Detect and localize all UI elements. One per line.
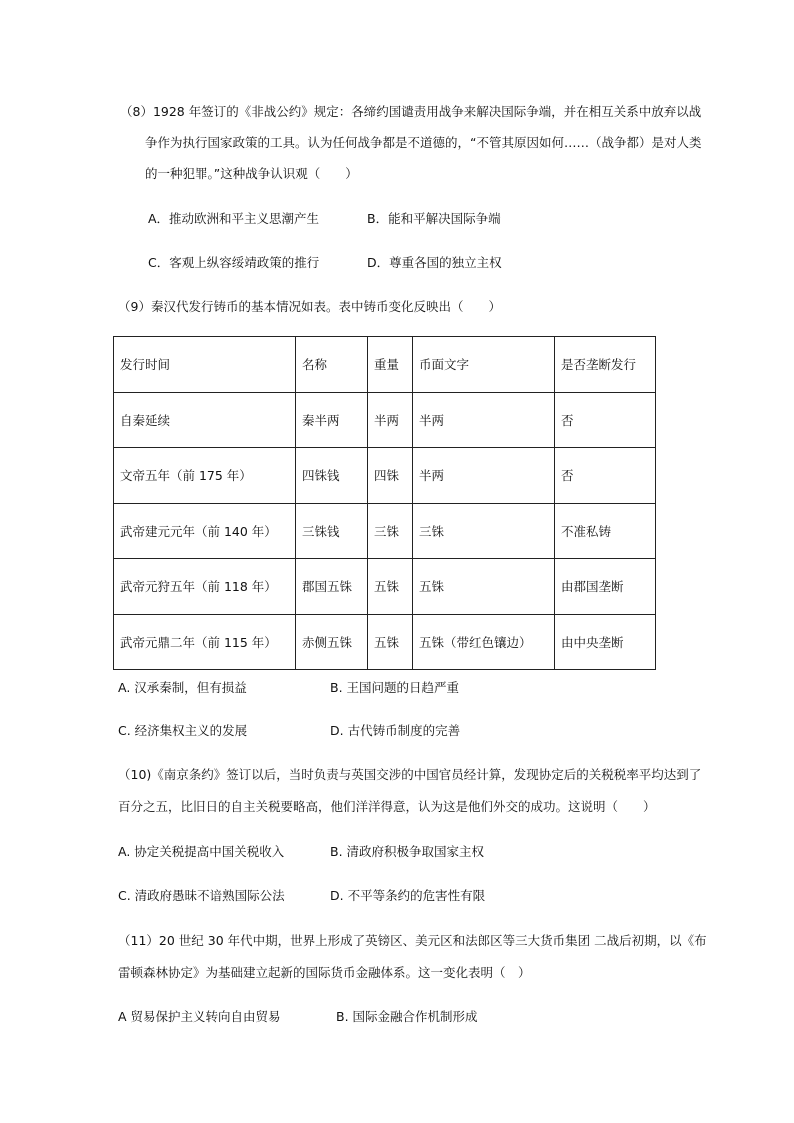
table-header-cell: 重量	[368, 337, 413, 393]
table-row	[114, 448, 656, 504]
table-cell: 五铢	[368, 614, 413, 670]
q9-option-b: B. 王国问题的日趋严重	[330, 680, 460, 695]
table-cell: 五铢（带红色镶边）	[413, 614, 555, 670]
q10-option-b: B. 清政府积极争取国家主权	[330, 844, 485, 859]
table-row	[114, 503, 656, 559]
q10-option-d: D. 不平等条约的危害性有限	[330, 888, 486, 903]
table-cell: 三铢	[413, 503, 555, 559]
table-row	[114, 392, 656, 448]
table-cell: 三铢钱	[296, 503, 368, 559]
q8-option-b: B．能和平解决国际争端	[367, 211, 501, 226]
table-cell: 半两	[368, 392, 413, 448]
table-cell: 赤侧五铢	[296, 614, 368, 670]
table-row	[114, 614, 656, 670]
q11-option-b: B. 国际金融合作机制形成	[336, 1009, 478, 1024]
q8-option-a: A．推动欧洲和平主义思潮产生	[148, 211, 320, 226]
table-header-cell: 发行时间	[114, 337, 296, 393]
table-header-cell: 是否垄断发行	[555, 337, 656, 393]
q11-stem-line-2: 雷顿森林协定》为基础建立起新的国际货币金融体系。这一变化表明（ ）	[118, 965, 531, 980]
table-cell: 半两	[413, 392, 555, 448]
table-cell: 五铢	[368, 559, 413, 615]
q8-stem-line-3: 的一种犯罪。”这种战争认识观（ ）	[145, 166, 358, 181]
q9-option-d: D. 古代铸币制度的完善	[330, 723, 461, 738]
table-cell: 三铢	[368, 503, 413, 559]
table-row	[114, 559, 656, 615]
table-cell: 否	[555, 392, 656, 448]
q8-stem-line-2: 争作为执行国家政策的工具。认为任何战争都是不道德的，“不管其原因如何……（战争都）是对人类	[145, 135, 702, 150]
q11-stem-line-1: （11）20 世纪 30 年代中期，世界上形成了英镑区、美元区和法郎区等三大货币集团 二战后初期，以《布	[118, 933, 707, 948]
table-cell: 武帝元狩五年（前 118 年）	[114, 559, 296, 615]
table-cell: 四铢钱	[296, 448, 368, 504]
q10-option-c: C. 清政府愚昧不谙熟国际公法	[118, 888, 285, 903]
q9-option-a: A. 汉承秦制，但有损益	[118, 680, 247, 695]
table-cell: 武帝元鼎二年（前 115 年）	[114, 614, 296, 670]
q8-option-d: D．尊重各国的独立主权	[367, 255, 502, 270]
q10-stem-line-2: 百分之五，比旧日的自主关税要略高，他们洋洋得意，认为这是他们外交的成功。这说明（ ）	[118, 799, 656, 814]
q8-stem-line-1: （8）1928 年签订的《非战公约》规定：各缔约国谴责用战争来解决国际争端，并在相互关系中放弃以战	[120, 104, 702, 119]
table-cell: 否	[555, 448, 656, 504]
q10-option-a: A. 协定关税提高中国关税收入	[118, 844, 285, 859]
table-cell: 由中央垄断	[555, 614, 656, 670]
table-header-row	[114, 337, 656, 393]
table-cell: 武帝建元元年（前 140 年）	[114, 503, 296, 559]
table-cell: 文帝五年（前 175 年）	[114, 448, 296, 504]
table-cell: 秦半两	[296, 392, 368, 448]
q9-option-c: C. 经济集权主义的发展	[118, 723, 248, 738]
q9-stem: （9）秦汉代发行铸币的基本情况如表。表中铸币变化反映出（ ）	[118, 299, 501, 314]
table-cell: 四铢	[368, 448, 413, 504]
table-cell: 郡国五铢	[296, 559, 368, 615]
q8-option-c: C．客观上纵容绥靖政策的推行	[148, 255, 320, 270]
coin-table	[113, 336, 656, 670]
table-cell: 由郡国垄断	[555, 559, 656, 615]
table-header-cell: 名称	[296, 337, 368, 393]
table-cell: 半两	[413, 448, 555, 504]
table-cell: 不准私铸	[555, 503, 656, 559]
table-header-cell: 币面文字	[413, 337, 555, 393]
q11-option-a: A 贸易保护主义转向自由贸易	[118, 1009, 281, 1024]
q10-stem-line-1: （10)《南京条约》签订以后，当时负责与英国交涉的中国官员经计算，发现协定后的关税税率平均达到了	[118, 767, 702, 782]
table-cell: 自秦延续	[114, 392, 296, 448]
table-cell: 五铢	[413, 559, 555, 615]
